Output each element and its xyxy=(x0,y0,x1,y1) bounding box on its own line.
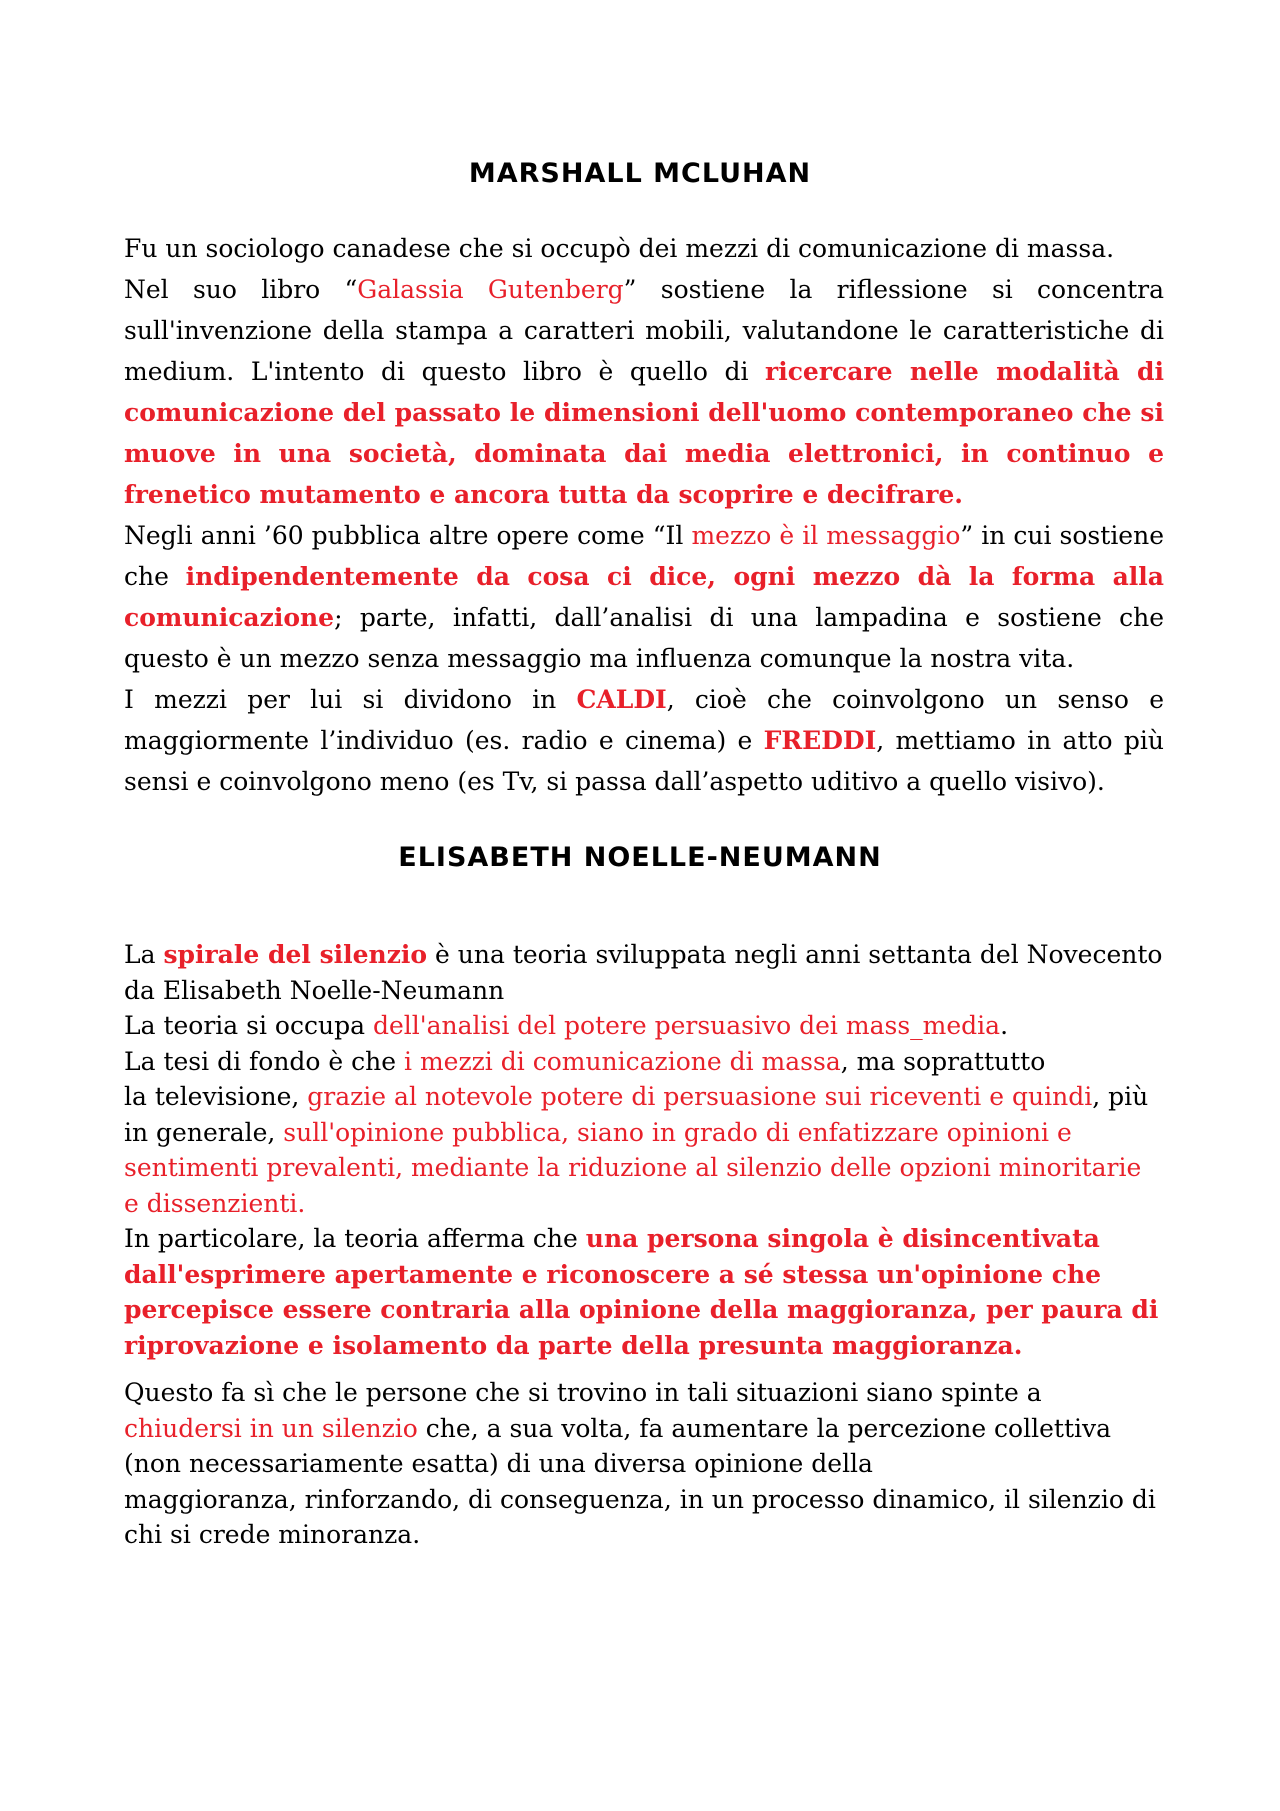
highlight-work-title: mezzo è il messaggio xyxy=(691,521,961,550)
paragraph-messaggio xyxy=(124,515,1164,679)
text-span: La xyxy=(124,940,164,969)
text-span: la televisione, xyxy=(124,1082,308,1111)
text-span: Questo fa sì che le persone che si trovino in tali situazioni siano spinte a xyxy=(124,1378,1042,1407)
paragraph-intro xyxy=(124,228,1164,269)
paragraph-teoria xyxy=(124,1008,1164,1044)
text-span: Fu un sociologo canadese che si occupò dei mezzi di comunicazione di massa. xyxy=(124,234,1115,263)
highlight-bold: ricercare nelle modalità di comunicazione del passato le dimensioni dell'uomo contemporaneo che si muove in una società, dominata dai media elettronici, in continuo e frenetico mutamento e ancora tutta da scoprire e decifrare. xyxy=(124,357,1164,509)
text-span: maggioranza, rinforzando, di conseguenza, in un processo dinamico, il silenzio di chi si crede minoranza. xyxy=(124,1484,1156,1549)
highlight-bold: una persona singola è disincentivata dall'esprimere apertamente e riconoscere a sé stessa un'opinione che percepisce essere contraria alla opinione della maggioranza, per paura di riprovazione e isolamento da parte della presunta maggioranza. xyxy=(124,1224,1159,1360)
highlight-book-title: Galassia Gutenberg xyxy=(357,275,624,304)
text-span: ” in cui sostiene che xyxy=(124,521,1164,591)
paragraph-caldi-freddi xyxy=(124,679,1164,802)
text-span: è una teoria sviluppata negli anni settanta del Novecento da Elisabeth Noelle-Neumann xyxy=(124,940,1163,1005)
section-title-mcluhan: MARSHALL MCLUHAN xyxy=(468,158,812,189)
text-span: In particolare, la teoria afferma che xyxy=(124,1224,586,1253)
text-span: Nel suo libro “ xyxy=(124,275,358,304)
text-span: ” sostiene la riflessione si concentra sull'invenzione della stampa a caratteri mobili, valutandone le caratteristiche di medium. L'intento di questo libro è quello di xyxy=(124,275,1165,386)
text-span: I mezzi per lui si dividono in xyxy=(124,685,577,714)
highlight-opinione: sull'opinione pubblica, siano in grado di enfatizzare opinioni e sentimenti prevalenti, mediante la riduzione al silenzio delle opzioni minoritarie e dissenzienti. xyxy=(124,1117,1142,1218)
highlight-caldi: CALDI xyxy=(576,685,667,714)
paragraph-tesi xyxy=(124,1044,1164,1222)
highlight-mezzi: i mezzi di comunicazione di massa xyxy=(404,1046,841,1076)
text-span: La teoria si occupa xyxy=(124,1011,373,1040)
text-span: Negli anni ’60 pubblica altre opere come “Il xyxy=(124,521,692,550)
text-span: , più in generale, xyxy=(124,1082,1149,1147)
paragraph-spirale xyxy=(124,937,1164,1008)
paragraph-conclusione xyxy=(124,1375,1164,1553)
highlight-spirale: spirale del silenzio xyxy=(163,940,428,969)
text-span: che, a sua volta, fa aumentare la percezione collettiva xyxy=(417,1413,1112,1443)
paragraph-particolare xyxy=(124,1221,1164,1363)
text-span: La tesi di fondo è che xyxy=(124,1046,405,1076)
text-span: . xyxy=(1000,1011,1009,1040)
text-span: , ma soprattutto xyxy=(840,1046,1046,1076)
section-mcluhan xyxy=(124,228,1164,802)
text-span: (non necessariamente esatta) di una diversa opinione della xyxy=(124,1449,873,1478)
highlight-persuasione: grazie al notevole potere di persuasione sui riceventi e quindi xyxy=(307,1082,1093,1111)
text-span: , mettiamo in atto più sensi e coinvolgono meno (es Tv, si passa dall’aspetto uditivo a quello visivo). xyxy=(124,726,1164,796)
section-noelle-neumann xyxy=(124,937,1164,1553)
highlight-silenzio: chiudersi in un silenzio xyxy=(124,1413,418,1443)
text-span: , cioè che coinvolgono un senso e maggiormente l’individuo (es. radio e cinema) e xyxy=(124,685,1164,755)
text-span: ; parte, infatti, dall’analisi di una lampadina e sostiene che questo è un mezzo senza messaggio ma influenza comunque la nostra vita. xyxy=(124,603,1164,673)
section-title-noelle-neumann: ELISABETH NOELLE-NEUMANN xyxy=(398,842,882,873)
highlight-freddi: FREDDI xyxy=(763,726,877,755)
highlight-analisi: dell'analisi del potere persuasivo dei mass_media xyxy=(372,1011,1001,1040)
paragraph-galassia xyxy=(124,269,1164,515)
highlight-bold: indipendentemente da cosa ci dice, ogni mezzo dà la forma alla comunicazione xyxy=(124,562,1164,632)
